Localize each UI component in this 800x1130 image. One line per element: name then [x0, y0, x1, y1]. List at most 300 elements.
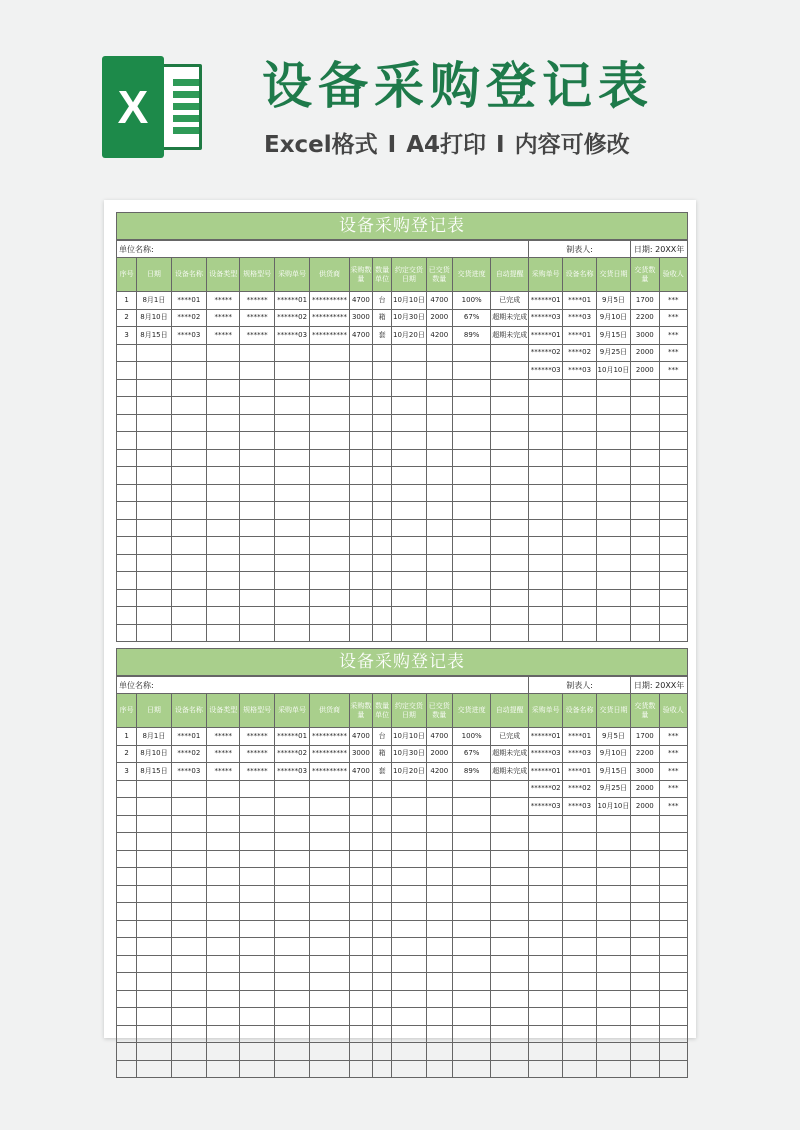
table-cell[interactable]: ******	[240, 309, 274, 327]
table-cell[interactable]	[631, 502, 659, 520]
table-cell[interactable]	[274, 397, 309, 415]
table-cell[interactable]	[171, 973, 206, 991]
table-cell[interactable]	[392, 1008, 426, 1026]
table-cell[interactable]	[392, 449, 426, 467]
table-cell[interactable]: 10月10日	[596, 362, 630, 380]
table-cell[interactable]	[240, 589, 274, 607]
table-cell[interactable]	[392, 572, 426, 590]
table-cell[interactable]	[240, 938, 274, 956]
table-cell[interactable]	[631, 903, 659, 921]
table-cell[interactable]	[349, 850, 372, 868]
table-cell[interactable]	[426, 1008, 452, 1026]
table-cell[interactable]	[310, 1025, 349, 1043]
table-cell[interactable]	[240, 815, 274, 833]
table-cell[interactable]: 套	[373, 327, 392, 345]
table-cell[interactable]	[274, 344, 309, 362]
table-cell[interactable]	[349, 537, 372, 555]
table-cell[interactable]	[240, 519, 274, 537]
table-cell[interactable]: 9月15日	[596, 327, 630, 345]
table-cell[interactable]	[392, 780, 426, 798]
table-cell[interactable]	[349, 397, 372, 415]
table-cell[interactable]	[596, 973, 630, 991]
table-cell[interactable]	[310, 1008, 349, 1026]
table-cell[interactable]	[392, 379, 426, 397]
table-cell[interactable]	[528, 1008, 562, 1026]
table-cell[interactable]	[659, 1043, 688, 1061]
table-cell[interactable]	[240, 572, 274, 590]
table-cell[interactable]	[349, 1043, 372, 1061]
table-cell[interactable]	[171, 537, 206, 555]
table-cell[interactable]: ******02	[274, 309, 309, 327]
table-cell[interactable]	[596, 920, 630, 938]
table-cell[interactable]: 3	[117, 327, 137, 345]
table-cell[interactable]	[426, 624, 452, 642]
table-cell[interactable]	[491, 938, 529, 956]
table-cell[interactable]	[659, 885, 688, 903]
table-cell[interactable]	[207, 885, 240, 903]
table-cell[interactable]	[659, 432, 688, 450]
table-cell[interactable]	[426, 955, 452, 973]
table-cell[interactable]	[274, 868, 309, 886]
table-cell[interactable]	[528, 432, 562, 450]
table-cell[interactable]	[392, 1043, 426, 1061]
table-cell[interactable]	[349, 379, 372, 397]
table-cell[interactable]	[117, 362, 137, 380]
table-cell[interactable]: 2200	[631, 309, 659, 327]
table-cell[interactable]	[373, 903, 392, 921]
table-cell[interactable]	[240, 1008, 274, 1026]
table-cell[interactable]	[240, 903, 274, 921]
table-cell[interactable]: 4200	[426, 327, 452, 345]
table-cell[interactable]	[171, 519, 206, 537]
table-cell[interactable]	[659, 955, 688, 973]
table-cell[interactable]	[491, 607, 529, 625]
table-cell[interactable]: 89%	[452, 327, 490, 345]
table-cell[interactable]	[373, 484, 392, 502]
table-cell[interactable]	[310, 920, 349, 938]
table-cell[interactable]	[392, 432, 426, 450]
table-cell[interactable]: 9月5日	[596, 292, 630, 310]
table-cell[interactable]	[631, 815, 659, 833]
table-cell[interactable]	[452, 397, 490, 415]
table-cell[interactable]	[452, 973, 490, 991]
table-cell[interactable]	[659, 519, 688, 537]
table-cell[interactable]	[563, 903, 596, 921]
table-cell[interactable]: ****01	[171, 292, 206, 310]
table-cell[interactable]: ****01	[171, 728, 206, 746]
table-cell[interactable]	[528, 1043, 562, 1061]
table-cell[interactable]	[491, 815, 529, 833]
table-cell[interactable]: **********	[310, 728, 349, 746]
table-cell[interactable]	[631, 572, 659, 590]
table-cell[interactable]	[349, 624, 372, 642]
table-cell[interactable]	[631, 449, 659, 467]
table-cell[interactable]	[274, 432, 309, 450]
table-cell[interactable]	[491, 1060, 529, 1078]
table-cell[interactable]	[117, 344, 137, 362]
table-cell[interactable]	[274, 362, 309, 380]
table-cell[interactable]	[373, 397, 392, 415]
table-cell[interactable]	[563, 589, 596, 607]
table-cell[interactable]	[426, 903, 452, 921]
table-cell[interactable]	[117, 1060, 137, 1078]
table-cell[interactable]	[452, 572, 490, 590]
table-cell[interactable]: **********	[310, 309, 349, 327]
table-cell[interactable]	[452, 1043, 490, 1061]
table-cell[interactable]: 套	[373, 763, 392, 781]
table-cell[interactable]	[596, 554, 630, 572]
table-cell[interactable]	[659, 850, 688, 868]
table-cell[interactable]	[631, 379, 659, 397]
table-cell[interactable]	[240, 798, 274, 816]
table-cell[interactable]	[274, 449, 309, 467]
table-cell[interactable]	[392, 868, 426, 886]
table-cell[interactable]	[171, 467, 206, 485]
table-cell[interactable]	[310, 815, 349, 833]
table-cell[interactable]	[310, 484, 349, 502]
table-cell[interactable]	[373, 973, 392, 991]
table-cell[interactable]	[631, 1043, 659, 1061]
table-cell[interactable]	[240, 607, 274, 625]
table-cell[interactable]: ******01	[528, 763, 562, 781]
table-cell[interactable]	[373, 1008, 392, 1026]
table-cell[interactable]	[392, 903, 426, 921]
table-cell[interactable]	[310, 589, 349, 607]
table-cell[interactable]: ****01	[563, 327, 596, 345]
table-cell[interactable]	[137, 519, 171, 537]
table-cell[interactable]	[563, 1008, 596, 1026]
table-cell[interactable]	[491, 624, 529, 642]
table-cell[interactable]	[240, 780, 274, 798]
table-cell[interactable]	[631, 589, 659, 607]
table-cell[interactable]	[596, 519, 630, 537]
table-cell[interactable]	[137, 589, 171, 607]
table-cell[interactable]	[349, 502, 372, 520]
table-cell[interactable]	[426, 798, 452, 816]
table-cell[interactable]: ******01	[528, 728, 562, 746]
table-cell[interactable]	[631, 868, 659, 886]
table-cell[interactable]	[631, 833, 659, 851]
table-cell[interactable]: *****	[207, 763, 240, 781]
table-cell[interactable]	[373, 920, 392, 938]
table-cell[interactable]: ****02	[171, 309, 206, 327]
table-cell[interactable]	[563, 379, 596, 397]
table-cell[interactable]	[137, 938, 171, 956]
table-cell[interactable]	[349, 938, 372, 956]
table-cell[interactable]	[171, 815, 206, 833]
table-cell[interactable]: 台	[373, 728, 392, 746]
table-cell[interactable]: 10月10日	[392, 728, 426, 746]
table-cell[interactable]	[274, 467, 309, 485]
table-cell[interactable]	[137, 624, 171, 642]
table-cell[interactable]	[373, 868, 392, 886]
table-cell[interactable]	[240, 502, 274, 520]
table-cell[interactable]	[310, 572, 349, 590]
table-cell[interactable]	[117, 572, 137, 590]
table-cell[interactable]	[274, 379, 309, 397]
table-cell[interactable]	[274, 955, 309, 973]
table-cell[interactable]	[563, 572, 596, 590]
table-cell[interactable]	[563, 938, 596, 956]
table-cell[interactable]	[240, 432, 274, 450]
table-cell[interactable]	[310, 938, 349, 956]
table-cell[interactable]	[528, 850, 562, 868]
table-cell[interactable]	[117, 798, 137, 816]
maker-cell[interactable]	[528, 677, 630, 694]
table-cell[interactable]	[659, 379, 688, 397]
table-cell[interactable]	[207, 537, 240, 555]
table-cell[interactable]: ***	[659, 745, 688, 763]
table-cell[interactable]	[631, 938, 659, 956]
table-cell[interactable]	[491, 990, 529, 1008]
table-cell[interactable]	[659, 537, 688, 555]
table-cell[interactable]	[171, 990, 206, 1008]
table-cell[interactable]	[596, 432, 630, 450]
table-cell[interactable]	[171, 798, 206, 816]
table-cell[interactable]	[137, 798, 171, 816]
table-cell[interactable]	[426, 589, 452, 607]
table-cell[interactable]	[426, 973, 452, 991]
table-cell[interactable]	[240, 379, 274, 397]
table-cell[interactable]	[207, 990, 240, 1008]
table-cell[interactable]: 超期未完成	[491, 763, 529, 781]
table-cell[interactable]	[373, 833, 392, 851]
table-cell[interactable]	[528, 554, 562, 572]
table-cell[interactable]	[207, 903, 240, 921]
table-cell[interactable]	[349, 1025, 372, 1043]
table-cell[interactable]	[563, 850, 596, 868]
table-cell[interactable]	[137, 572, 171, 590]
table-cell[interactable]	[117, 868, 137, 886]
table-cell[interactable]	[563, 833, 596, 851]
table-cell[interactable]	[452, 484, 490, 502]
table-cell[interactable]	[491, 537, 529, 555]
table-cell[interactable]	[528, 414, 562, 432]
table-cell[interactable]: 100%	[452, 292, 490, 310]
table-cell[interactable]: ******03	[528, 798, 562, 816]
unit-name-cell[interactable]	[117, 241, 529, 258]
table-cell[interactable]	[426, 938, 452, 956]
table-cell[interactable]	[491, 362, 529, 380]
table-cell[interactable]	[426, 868, 452, 886]
table-cell[interactable]	[171, 607, 206, 625]
table-cell[interactable]	[452, 502, 490, 520]
table-cell[interactable]	[240, 537, 274, 555]
table-cell[interactable]	[137, 362, 171, 380]
table-cell[interactable]	[117, 449, 137, 467]
table-cell[interactable]	[392, 885, 426, 903]
table-cell[interactable]: 4700	[349, 292, 372, 310]
table-cell[interactable]: 2000	[426, 309, 452, 327]
table-cell[interactable]	[491, 1025, 529, 1043]
table-cell[interactable]	[491, 850, 529, 868]
table-cell[interactable]: ***	[659, 763, 688, 781]
table-cell[interactable]	[426, 449, 452, 467]
table-cell[interactable]: ****03	[171, 763, 206, 781]
date-cell[interactable]	[631, 677, 688, 694]
table-cell[interactable]	[563, 624, 596, 642]
table-cell[interactable]	[240, 920, 274, 938]
table-cell[interactable]	[528, 572, 562, 590]
table-cell[interactable]	[563, 1025, 596, 1043]
table-cell[interactable]	[137, 502, 171, 520]
table-cell[interactable]	[207, 519, 240, 537]
table-cell[interactable]	[452, 850, 490, 868]
table-cell[interactable]: ******03	[528, 309, 562, 327]
table-cell[interactable]	[563, 868, 596, 886]
table-cell[interactable]	[631, 1025, 659, 1043]
table-cell[interactable]	[207, 362, 240, 380]
table-cell[interactable]	[137, 484, 171, 502]
table-cell[interactable]	[373, 449, 392, 467]
table-cell[interactable]: ****02	[563, 780, 596, 798]
table-cell[interactable]	[171, 955, 206, 973]
table-cell[interactable]	[137, 1025, 171, 1043]
table-cell[interactable]	[349, 344, 372, 362]
table-cell[interactable]	[491, 449, 529, 467]
table-cell[interactable]	[631, 990, 659, 1008]
table-cell[interactable]	[563, 467, 596, 485]
table-cell[interactable]	[373, 1060, 392, 1078]
table-cell[interactable]	[659, 903, 688, 921]
table-cell[interactable]	[171, 1025, 206, 1043]
table-cell[interactable]: ****03	[563, 798, 596, 816]
table-cell[interactable]: 2000	[631, 780, 659, 798]
table-cell[interactable]	[349, 1008, 372, 1026]
table-cell[interactable]	[274, 780, 309, 798]
table-cell[interactable]	[274, 519, 309, 537]
table-cell[interactable]	[426, 467, 452, 485]
table-cell[interactable]: 10月10日	[392, 292, 426, 310]
table-cell[interactable]	[452, 885, 490, 903]
table-cell[interactable]	[137, 1060, 171, 1078]
table-cell[interactable]	[528, 467, 562, 485]
table-cell[interactable]: 9月25日	[596, 780, 630, 798]
table-cell[interactable]	[171, 484, 206, 502]
table-cell[interactable]	[631, 519, 659, 537]
table-cell[interactable]	[310, 362, 349, 380]
table-cell[interactable]	[528, 868, 562, 886]
table-cell[interactable]	[631, 607, 659, 625]
table-cell[interactable]	[491, 973, 529, 991]
table-cell[interactable]	[563, 554, 596, 572]
table-cell[interactable]	[274, 885, 309, 903]
table-cell[interactable]	[563, 519, 596, 537]
table-cell[interactable]: 9月15日	[596, 763, 630, 781]
table-cell[interactable]: ***	[659, 780, 688, 798]
table-cell[interactable]: 1700	[631, 292, 659, 310]
table-cell[interactable]	[137, 397, 171, 415]
table-cell[interactable]	[274, 1060, 309, 1078]
table-cell[interactable]	[310, 607, 349, 625]
table-cell[interactable]	[137, 537, 171, 555]
table-cell[interactable]	[631, 554, 659, 572]
table-cell[interactable]	[631, 973, 659, 991]
table-cell[interactable]: 8月15日	[137, 327, 171, 345]
table-cell[interactable]	[426, 607, 452, 625]
table-cell[interactable]	[137, 903, 171, 921]
table-cell[interactable]: ******03	[274, 763, 309, 781]
table-cell[interactable]	[171, 920, 206, 938]
table-cell[interactable]	[137, 467, 171, 485]
table-cell[interactable]	[596, 850, 630, 868]
table-cell[interactable]	[240, 362, 274, 380]
table-cell[interactable]	[426, 554, 452, 572]
table-cell[interactable]	[207, 868, 240, 886]
table-cell[interactable]	[349, 833, 372, 851]
table-cell[interactable]	[240, 414, 274, 432]
table-cell[interactable]: ****02	[171, 745, 206, 763]
table-cell[interactable]: 4200	[426, 763, 452, 781]
table-cell[interactable]	[310, 519, 349, 537]
table-cell[interactable]	[274, 973, 309, 991]
table-cell[interactable]: 10月30日	[392, 309, 426, 327]
table-cell[interactable]	[491, 432, 529, 450]
table-cell[interactable]	[137, 344, 171, 362]
table-cell[interactable]	[349, 1060, 372, 1078]
table-cell[interactable]: 4700	[349, 728, 372, 746]
table-cell[interactable]: 2	[117, 745, 137, 763]
table-cell[interactable]: 8月10日	[137, 309, 171, 327]
table-cell[interactable]: 1700	[631, 728, 659, 746]
table-cell[interactable]	[349, 414, 372, 432]
table-cell[interactable]	[659, 624, 688, 642]
table-cell[interactable]	[349, 798, 372, 816]
table-cell[interactable]	[117, 607, 137, 625]
table-cell[interactable]	[426, 432, 452, 450]
table-cell[interactable]	[207, 1060, 240, 1078]
table-cell[interactable]	[349, 920, 372, 938]
table-cell[interactable]: ***	[659, 798, 688, 816]
table-cell[interactable]	[563, 502, 596, 520]
table-cell[interactable]	[596, 885, 630, 903]
table-cell[interactable]	[563, 990, 596, 1008]
table-cell[interactable]: ***	[659, 344, 688, 362]
table-cell[interactable]: 已完成	[491, 292, 529, 310]
table-cell[interactable]	[171, 432, 206, 450]
table-cell[interactable]	[426, 397, 452, 415]
table-cell[interactable]	[274, 607, 309, 625]
table-cell[interactable]: 箱	[373, 309, 392, 327]
table-cell[interactable]	[631, 1008, 659, 1026]
table-cell[interactable]	[349, 572, 372, 590]
table-cell[interactable]	[207, 1025, 240, 1043]
table-cell[interactable]	[274, 798, 309, 816]
table-cell[interactable]	[310, 397, 349, 415]
table-cell[interactable]	[659, 502, 688, 520]
table-cell[interactable]: 台	[373, 292, 392, 310]
table-cell[interactable]: 超期未完成	[491, 309, 529, 327]
table-cell[interactable]	[452, 362, 490, 380]
table-cell[interactable]	[373, 537, 392, 555]
table-cell[interactable]	[491, 554, 529, 572]
table-cell[interactable]	[240, 850, 274, 868]
table-cell[interactable]	[171, 833, 206, 851]
table-cell[interactable]	[349, 589, 372, 607]
table-cell[interactable]	[596, 815, 630, 833]
table-cell[interactable]	[171, 554, 206, 572]
table-cell[interactable]	[491, 780, 529, 798]
table-cell[interactable]: 67%	[452, 309, 490, 327]
table-cell[interactable]	[171, 414, 206, 432]
table-cell[interactable]	[392, 519, 426, 537]
table-cell[interactable]	[117, 955, 137, 973]
table-cell[interactable]	[659, 938, 688, 956]
table-cell[interactable]	[452, 903, 490, 921]
table-cell[interactable]	[117, 1025, 137, 1043]
table-cell[interactable]	[310, 973, 349, 991]
table-cell[interactable]	[426, 1060, 452, 1078]
